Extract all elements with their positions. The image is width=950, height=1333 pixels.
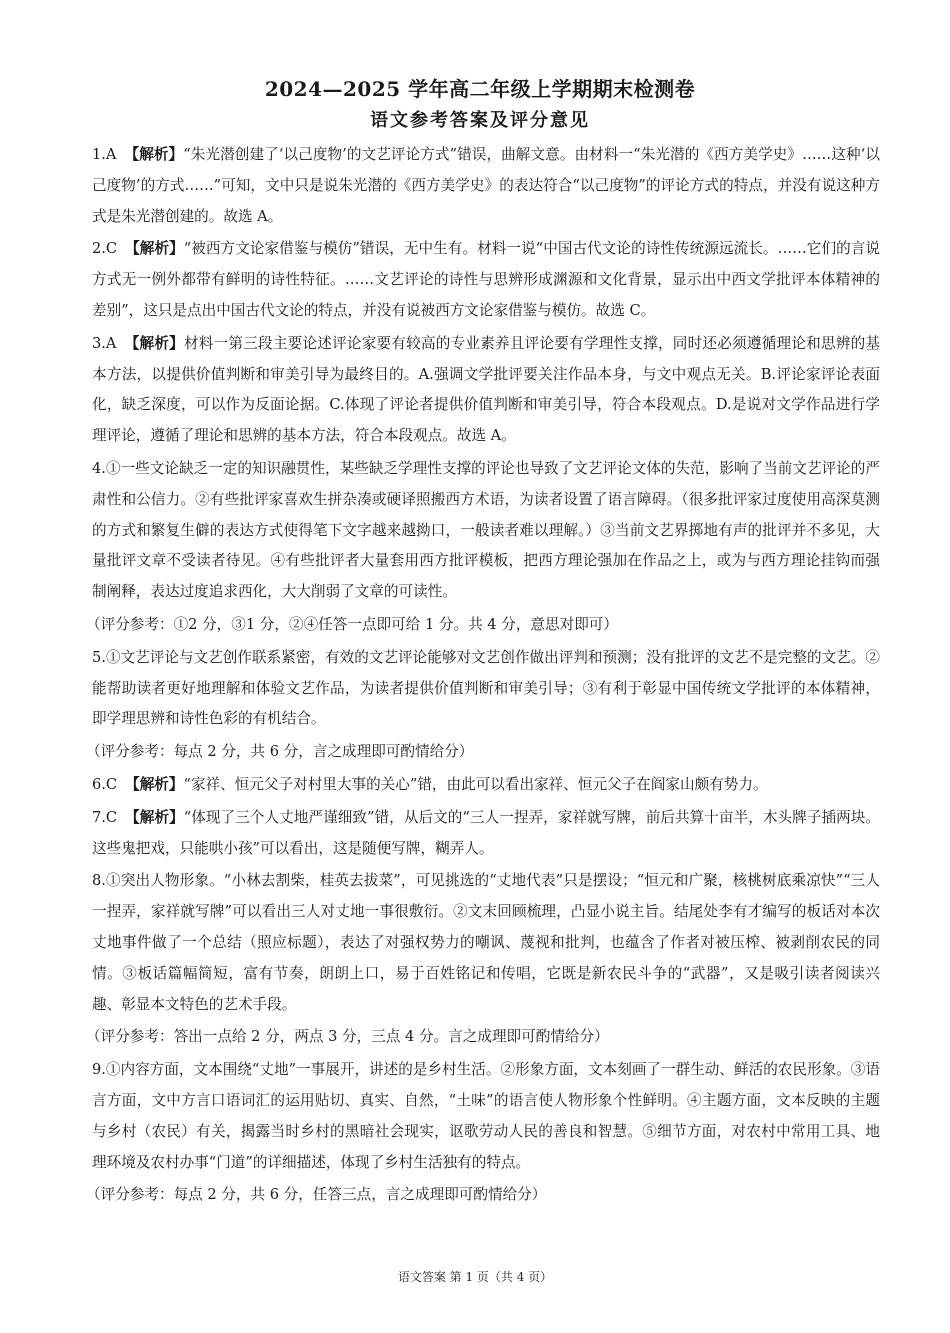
item-text: ①文艺评论与文艺创作联系紧密，有效的文艺评论能够对文艺创作做出评判和预测；没有批评的文艺不是完整的文艺。②能帮助读者更好地理解和体验文艺作品，为读者提供价值判断和审美引导；③有利于彰显中国传统文学批评的本体精神，即学理思辨和诗性色彩的有机结合。 <box>92 648 880 728</box>
item-text: “被西方文论家借鉴与模仿”错误，无中生有。材料一说“中国古代文论的诗性传统源远流长。……它们的言说方式无一例外都带有鲜明的诗性特征。……文艺评论的诗性与思辨形成渊源和文化背景，显示出中西文学批评本体精神的差别”，这只是点出中国古代文论的特点，并没有说被西方文论家借鉴与模仿。故选 C。 <box>92 240 880 319</box>
item-text: “体现了三个人丈地严谨细致”错，从后文的“三人一捏弄，家祥就写牌，前后共算十亩半，木头牌子插两块。这些鬼把戏，只能哄小孩”可以看出，这是随便写牌，糊弄人。 <box>92 808 880 857</box>
answer-item-8 <box>80 866 880 1020</box>
item-number: 9. <box>92 1061 106 1079</box>
analysis-tag: 【解析】 <box>124 334 184 352</box>
scoring-note-9: （评分参考：每点 2 分，共 6 分，任答三点，言之成理即可酌情给分） <box>86 1186 547 1204</box>
item-text: “家祥、恒元父子对村里大事的关心”错，由此可以看出家祥、恒元父子在阎家山颇有势力。 <box>183 775 768 793</box>
analysis-tag: 【解析】 <box>125 808 184 826</box>
answer-page <box>80 74 880 1213</box>
item-number: 8. <box>92 872 106 890</box>
analysis-tag: 【解析】 <box>125 240 184 258</box>
answer-item-1 <box>80 140 880 232</box>
item-number: 3.A <box>92 334 117 352</box>
answer-item-7 <box>80 803 880 865</box>
answer-item-5 <box>80 643 880 735</box>
item-number: 2.C <box>92 240 118 258</box>
page-subtitle: 语文参考答案及评分意见 <box>370 110 590 131</box>
page-footer: 语文答案 第 1 页（共 4 页） <box>397 1270 553 1284</box>
scoring-note-8: （评分参考：答出一点给 2 分，两点 3 分，三点 4 分。言之成理即可酌情给分） <box>86 1028 609 1046</box>
item-number: 1.A <box>92 146 117 163</box>
answer-item-9 <box>80 1055 880 1178</box>
answer-item-4 <box>80 454 880 608</box>
scoring-note-5: （评分参考：每点 2 分，共 6 分，言之成理即可酌情给分） <box>86 743 474 761</box>
item-text: 材料一第三段主要论述评论家要有较高的专业素养且评论要有学理性支撑，同时还必须遵循理论和思辨的基本方法，以提供价值判断和审美引导为最终目的。A.强调文学批评要关注作品本身，与文中观点无关。B.评论家评论表面化，缺乏深度，可以作为反面论据。C.体现了评论者提供价值判断和审美引导，符合本段观点。D.是说对文学作品进行学理评论，遵循了理论和思辨的基本方法，符合本段观点。故选 A。 <box>92 334 880 445</box>
answer-item-2 <box>80 234 880 326</box>
page-title: 2024—2025 学年高二年级上学期期末检测卷 <box>264 77 696 101</box>
answer-item-3 <box>80 329 880 452</box>
item-number: 4. <box>92 459 106 477</box>
item-number: 5. <box>92 648 106 666</box>
item-text: ①内容方面，文本围绕“丈地”一事展开，讲述的是乡村生活。②形象方面，文本刻画了一群生动、鲜活的农民形象。③语言方面，文中方言口语词汇的运用贴切、真实、自然，“土味”的语言使人物形象个性鲜明。④主题方面，文本反映的主题与乡村（农民）有关，揭露当时乡村的黑暗社会现实，讴歌劳动人民的善良和智慧。⑤细节方面，对农村中常用工具、地理环境及农村办事“门道”的详细描述，体现了乡村生活独有的特点。 <box>92 1061 880 1171</box>
item-text: ①突出人物形象。“小林去割柴，桂英去拔菜”，可见挑选的“丈地代表”只是摆设；“恒元和广聚，核桃树底乘凉快”“三人一捏弄，家祥就写牌”可以看出三人对丈地一事很敷衍。②文末回顾梳理，凸显小说主旨。结尾处李有才编写的板话对本次丈地事件做了一个总结（照应标题），表达了对强权势力的嘲讽、蔑视和批判，也蕴含了作者对被压榨、被剥削农民的同情。③板话篇幅简短，富有节奏，朗朗上口，易于百姓铭记和传唱，它既是新农民斗争的“武器”，又是吸引读者阅读兴趣、彰显本文特色的艺术手段。 <box>92 872 880 1013</box>
analysis-tag: 【解析】 <box>124 146 184 163</box>
analysis-tag: 【解析】 <box>125 775 184 793</box>
item-number: 6.C <box>92 775 118 793</box>
item-text: ①一些文论缺乏一定的知识融贯性，某些缺乏学理性支撑的评论也导致了文艺评论文体的失范，影响了当前文艺评论的严肃性和公信力。②有些批评家喜欢生拼杂凑或硬译照搬西方术语，为读者设置了语言障碍。（很多批评家过度使用高深莫测的方式和繁复生僻的表达方式使得笔下文字越来越拗口，一般读者难以理解。）③当前文艺界掷地有声的批评并不多见，大量批评文章不受读者待见。④有些批评者大量套用西方批评模板，把西方理论强加在作品之上，或为与西方理论挂钩而强制阐释，表达过度追求西化，大大削弱了文章的可读性。 <box>92 459 880 601</box>
scoring-note-4: （评分参考：①2 分，③1 分，②④任答一点即可给 1 分。共 4 分，意思对即可） <box>86 615 618 633</box>
answer-item-6 <box>80 770 880 801</box>
item-number: 7.C <box>92 808 118 826</box>
item-text: “朱光潜创建了‘以己度物’的文艺评论方式”错误，曲解文意。由材料一“朱光潜的《西方美学史》……这种‘以己度物’的方式……”可知，文中只是说朱光潜的《西方美学史》的表达符合“以己度物”的评论方式的特点，并没有说这种方式是朱光潜创建的。故选 A。 <box>92 146 880 225</box>
